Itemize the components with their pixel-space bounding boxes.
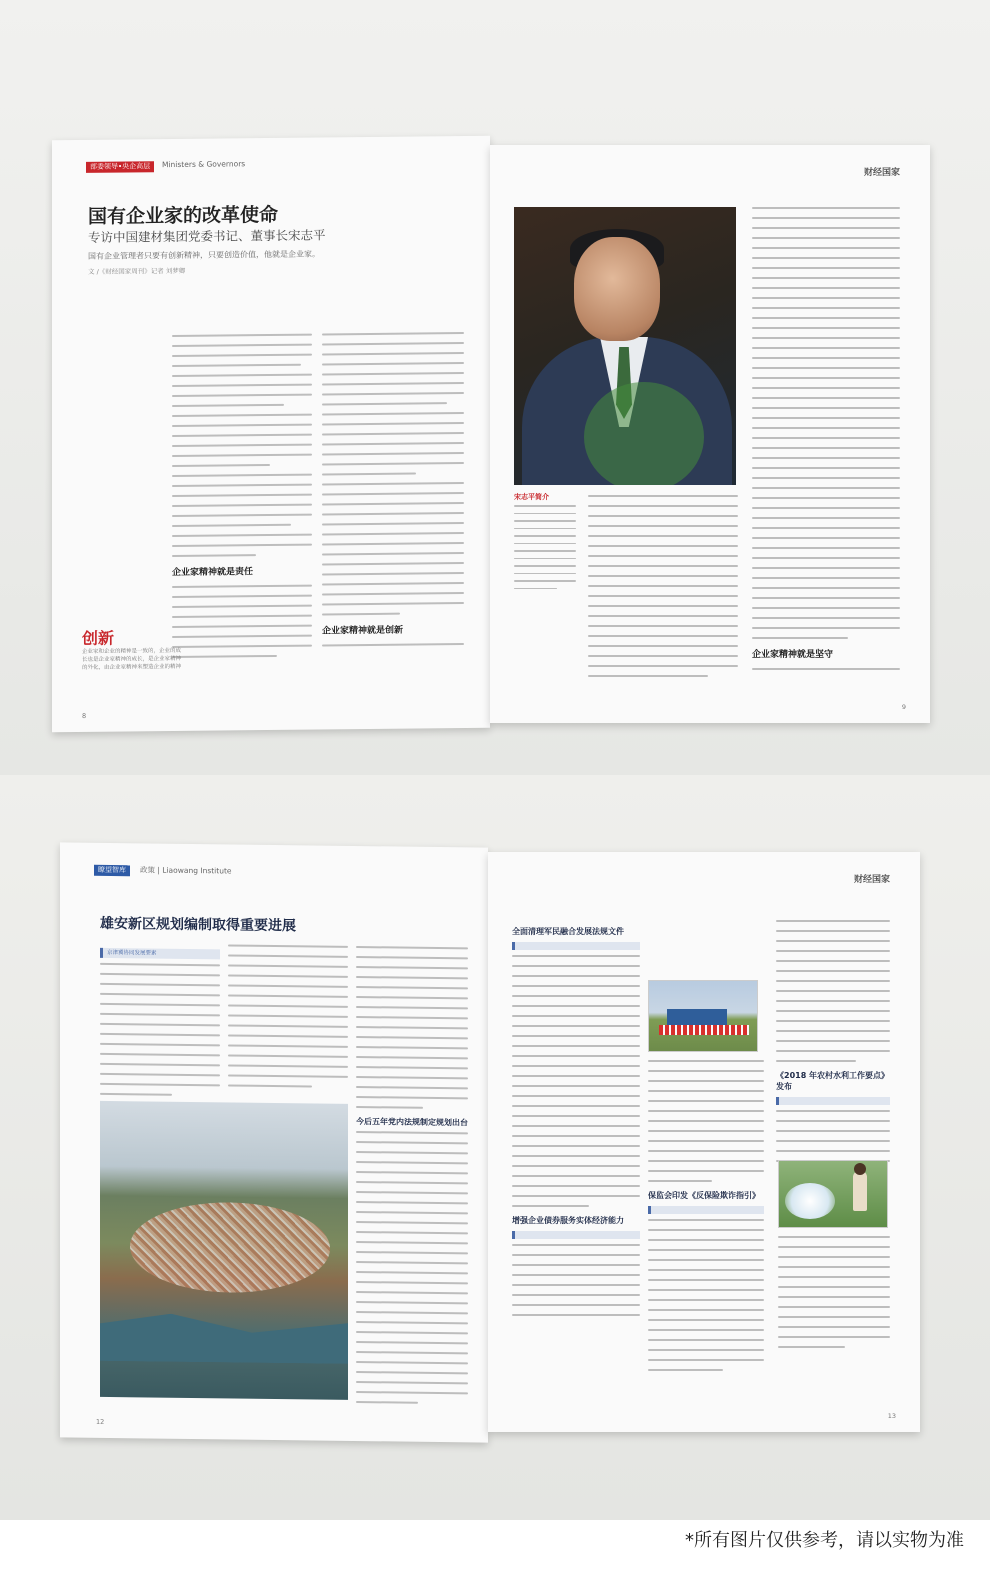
text-column-3 (356, 946, 468, 1412)
text-column-3 (588, 495, 738, 685)
summary-band: 京津冀协同发展要素 (100, 948, 220, 959)
news-headline: 增强企业债券服务实体经济能力 (512, 1216, 624, 1225)
text-column-1 (172, 334, 312, 666)
sidebar-title: 创新 (82, 628, 115, 648)
section-heading: 企业家精神就是责任 (172, 567, 254, 579)
magazine-page-right-bottom (488, 852, 920, 1432)
magazine-page-right-top (490, 145, 930, 723)
section-label: 政策 | Liaowang Institute (140, 865, 232, 876)
magazine-logo: 财经国家 (853, 875, 890, 885)
text-column-2 (322, 332, 464, 654)
footer-disclaimer: *所有图片仅供参考，请以实物为准 (685, 1530, 964, 1551)
summary-band (648, 1206, 764, 1214)
text-column-3 (776, 920, 890, 1170)
section-label: Ministers & Governors (162, 159, 246, 170)
article-subheadline: 专访中国建材集团党委书记、董事长宋志平 (88, 227, 326, 245)
magazine-logo: 财经国家 (863, 168, 900, 178)
text-column-4 (752, 207, 900, 678)
summary-band (512, 942, 640, 950)
page-number: 8 (82, 711, 87, 720)
page-number: 13 (887, 1412, 896, 1420)
page-number: 12 (96, 1417, 105, 1426)
section-tag: 瞭望智库 (94, 865, 130, 876)
portrait-photo (514, 207, 736, 485)
news-headline: 今后五年党内法规制定规划出台 (356, 1117, 468, 1128)
article-headline: 雄安新区规划编制取得重要进展 (100, 915, 296, 935)
article-lead: 国有企业管理者只要有创新精神，只要创造价值，他就是企业家。 (88, 249, 320, 261)
photo-caption (514, 493, 576, 595)
text-column-2 (228, 944, 348, 1095)
section-tag: 部委领导•央企高层 (86, 161, 154, 173)
text-column-1 (512, 920, 640, 1324)
article-byline: 文 /《财经国家周刊》记者 刘梦卿 (88, 266, 186, 276)
article-headline: 国有企业家的改革使命 (88, 203, 279, 228)
text-column-4 (778, 1236, 890, 1356)
news-headline: 保监会印发《反保险欺诈指引》 (648, 1191, 760, 1200)
news-headline: 《2018 年农村水利工作要点》发布 (776, 1071, 890, 1091)
summary-band (512, 1231, 640, 1239)
news-headline: 全面清理军民融合发展法规文件 (512, 927, 624, 936)
irrigation-photo (778, 1160, 888, 1228)
summary-band (776, 1097, 890, 1105)
aerial-city-photo (100, 1101, 348, 1400)
text-column-1 (100, 943, 220, 1104)
caption-heading: 宋志平简介 (514, 493, 549, 501)
section-heading: 企业家精神就是创新 (322, 625, 404, 637)
section-heading: 企业家精神就是坚守 (752, 650, 834, 660)
page-number: 9 (901, 703, 906, 711)
magazine-page-left-bottom (60, 842, 488, 1442)
magazine-page-left-top (52, 136, 490, 733)
sidebar-text: 企业家和企业的精神是一致的，企业的成长也是企业家精神的成长，是企业家精神的外化，由企业家精神来塑造企业的精神 (82, 647, 182, 671)
ceremony-photo (648, 980, 758, 1052)
text-column-2 (648, 1060, 764, 1379)
